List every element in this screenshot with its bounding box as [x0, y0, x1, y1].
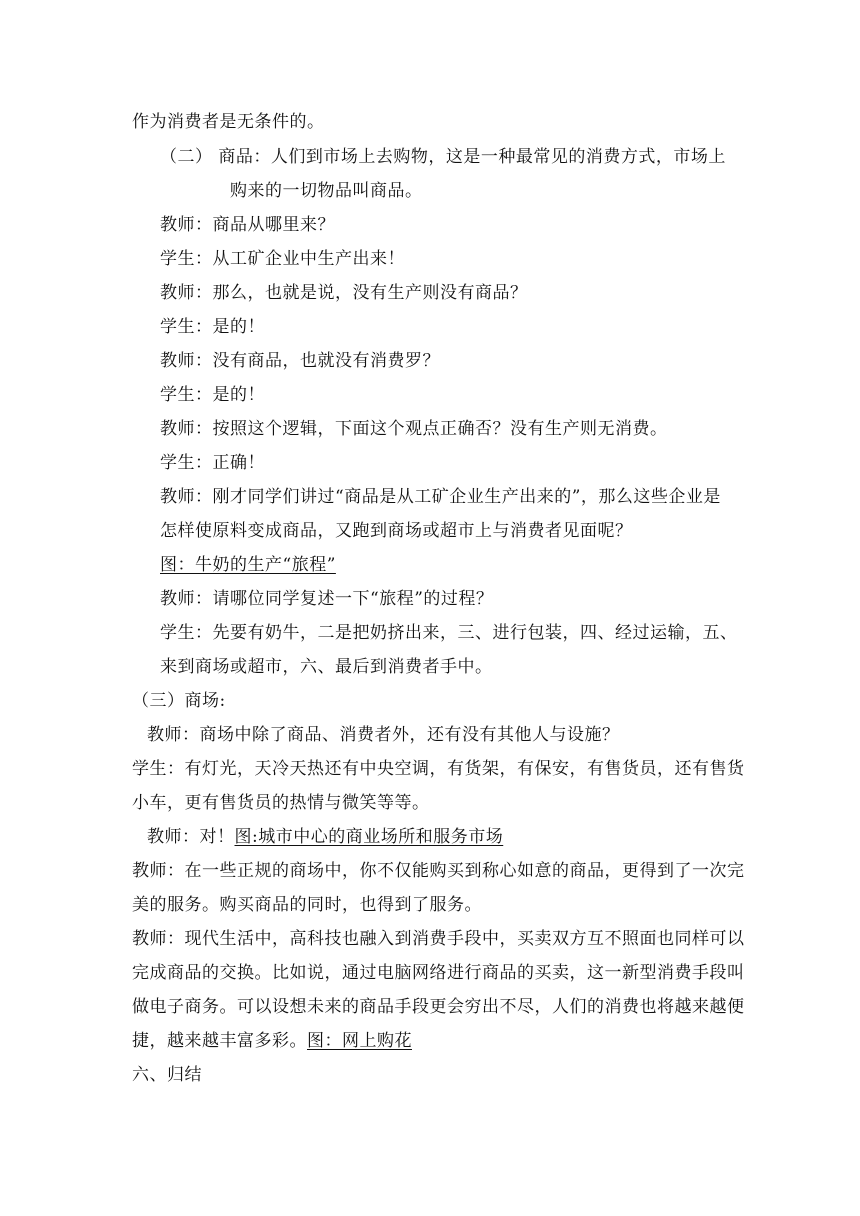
- paragraph-line: 美的服务。购买商品的同时，也得到了服务。: [132, 895, 482, 915]
- dialogue-student: 学生：有灯光，天冷天热还有中央空调，有货架，有保安，有售货员，还有售货: [132, 759, 745, 779]
- section-heading-goods: （二） 商品：人们到市场上去购物，这是一种最常见的消费方式，市场上: [160, 147, 726, 167]
- paragraph-text: 捷，越来越丰富多彩。: [132, 1031, 307, 1051]
- paragraph-line: 做电子商务。可以设想未来的商品手段更会穷出不尽，人们的消费也将越来越便: [132, 997, 745, 1017]
- dialogue-teacher: 教师：刚才同学们讲过“商品是从工矿企业生产出来的”，那么这些企业是: [160, 487, 721, 507]
- figure-link-milk-journey[interactable]: 图：牛奶的生产“旅程”: [160, 555, 336, 575]
- dialogue-teacher: 教师：商品从哪里来？: [160, 215, 335, 235]
- paragraph-line: 怎样使原料变成商品，又跑到商场或超市上与消费者见面呢？: [160, 521, 633, 541]
- dialogue-student: 学生：先要有奶牛，二是把奶挤出来，三、进行包装，四、经过运输，五、: [160, 623, 738, 643]
- section-heading-market: （三）商场:: [132, 691, 226, 711]
- figure-link-online-flowers[interactable]: 图：网上购花: [307, 1031, 412, 1051]
- dialogue-teacher: 教师：现代生活中，高科技也融入到消费手段中，买卖双方互不照面也同样可以: [132, 929, 745, 949]
- dialogue-teacher: [147, 825, 503, 849]
- dialogue-teacher: 教师：那么，也就是说，没有生产则没有商品？: [160, 283, 528, 303]
- section-heading-summary: 六、归结: [132, 1065, 202, 1085]
- dialogue-student: 学生：从工矿企业中生产出来！: [160, 249, 405, 269]
- paragraph-line: 作为消费者是无条件的。: [132, 112, 325, 132]
- teacher-reply: 教师：对！: [147, 827, 235, 847]
- paragraph-line: 完成商品的交换。比如说，通过电脑网络进行商品的买卖，这一新型消费手段叫: [132, 963, 745, 983]
- paragraph-line: [132, 1029, 412, 1053]
- paragraph-line: 来到商场或超市，六、最后到消费者手中。: [160, 657, 493, 677]
- dialogue-teacher: 教师：请哪位同学复述一下“旅程”的过程？: [160, 589, 494, 609]
- dialogue-student: 学生：正确！: [160, 453, 265, 473]
- dialogue-teacher: 教师：商场中除了商品、消费者外，还有没有其他人与设施？: [147, 725, 620, 745]
- dialogue-student: 学生：是的！: [160, 385, 265, 405]
- paragraph-line: 小车，更有售货员的热情与微笑等等。: [132, 793, 430, 813]
- dialogue-teacher: 教师：在一些正规的商场中，你不仅能购买到称心如意的商品，更得到了一次完: [132, 861, 745, 881]
- figure-link-commercial-center[interactable]: 图:城市中心的商业场所和服务市场: [234, 827, 504, 847]
- dialogue-teacher: 教师：按照这个逻辑，下面这个观点正确否？没有生产则无消费。: [160, 419, 668, 439]
- paragraph-line: 购来的一切物品叫商品。: [230, 181, 423, 201]
- dialogue-teacher: 教师：没有商品，也就没有消费罗？: [160, 351, 440, 371]
- dialogue-student: 学生：是的！: [160, 317, 265, 337]
